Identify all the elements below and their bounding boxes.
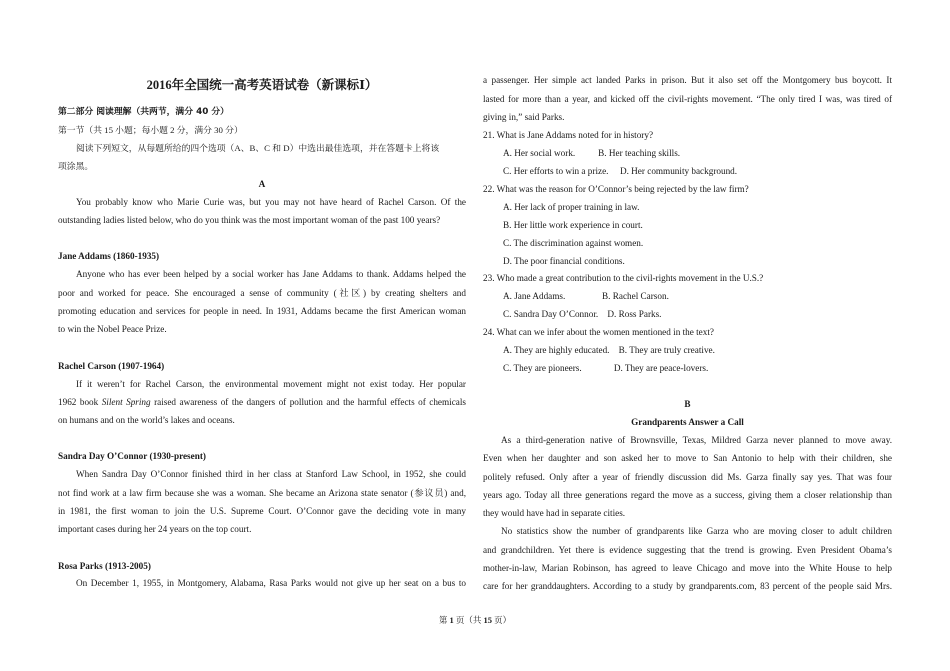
question-21-options: A. Her social work. B. Her teaching skills. [503, 148, 681, 158]
paragraph-line: promoting education and services for people in need. In 1931, Addams became the first American woman [58, 306, 466, 316]
question-23-options: C. Sandra Day O’Connor. D. Ross Parks. [503, 309, 662, 319]
paragraph-line: in 1981, the first woman to join the U.S. Supreme Court. O’Connor gave the deciding vote in many [58, 506, 466, 516]
paragraph-line: giving in,” said Parks. [483, 112, 565, 122]
question-24-options: C. They are pioneers. D. They are peace-lovers. [503, 363, 709, 373]
part-heading: 第二部分 阅读理解（共两节，满分 40 分） [58, 107, 229, 117]
paragraph-line: and grandchildren. Yet there is evidence suggesting that the trend is growing. Even President Obama’s [483, 545, 892, 555]
paragraph-line: not find work at a law firm because she was a woman. She became an Arizona state senator (参议员) and, [58, 488, 466, 498]
question-22-option: C. The discrimination against women. [503, 238, 644, 248]
paragraph-line: Anyone who has ever been helped by a social worker has Jane Addams to thank. Addams helped the [76, 269, 466, 279]
paragraph-line: care for her granddaughters. According to a study by grandparents.com, 83 percent of the people said Mrs. [483, 581, 892, 591]
question-22-option: A. Her lack of proper training in law. [503, 202, 640, 212]
paragraph-line: to win the Nobel Peace Prize. [58, 324, 167, 334]
paragraph-line: As a third-generation native of Brownsville, Texas, Mildred Garza never planned to move away. [501, 435, 892, 445]
page-number: 1 [449, 615, 454, 625]
paragraph-line: lasted for more than a year, and kicked off the civil-rights movement. “The only tired I was, was tired of [483, 94, 892, 104]
paragraph-line: mother-in-law, Marian Robinson, has agreed to leave Chicago and move into the White House to help [483, 563, 892, 573]
section-heading-addams: Jane Addams (1860-1935) [58, 251, 160, 261]
book-title: Silent Spring [101, 397, 151, 407]
question-24: 24. What can we infer about the women mentioned in the text? [483, 327, 714, 337]
question-24-options: A. They are highly educated. B. They are truly creative. [503, 345, 715, 355]
paragraph-line: important cases during her 24 years on the top court. [58, 524, 252, 534]
section-heading-parks: Rosa Parks (1913-2005) [58, 561, 151, 571]
paragraph-line: No statistics show the number of grandparents like Garza who are moving closer to adult children [501, 526, 892, 536]
question-23-options: A. Jane Addams. B. Rachel Carson. [503, 291, 669, 301]
question-23: 23. Who made a great contribution to the civil-rights movement in the U.S.? [483, 273, 764, 283]
section-heading: 第一节（共 15 小题；每小题 2 分，满分 30 分） [58, 125, 243, 135]
section-heading-carson: Rachel Carson (1907-1964) [58, 361, 165, 371]
question-21-options: C. Her efforts to win a prize. D. Her community background. [503, 166, 738, 176]
paragraph-line: a passenger. Her simple act landed Parks in prison. But it also set off the Montgomery bus boycott. It [483, 75, 892, 85]
paragraph-line: politely refused. Only after a year of friendly discussion did Ms. Garza finally say yes. That was four [483, 472, 892, 482]
paragraph-line: poor and worked for peace. She encouraged a sense of community (社区) by creating shelters and [58, 288, 466, 298]
page-title: 2016年全国统一高考英语试卷（新课标Ⅰ） [146, 78, 378, 92]
page-footer: 第 1 页（共 15 页） [438, 615, 512, 625]
paragraph-line: When Sandra Day O’Connor finished third in her class at Stanford Law School, in 1952, she could [76, 469, 466, 479]
paragraph-line: On December 1, 1955, in Montgomery, Alabama, Rasa Parks would not give up her seat on a bus to [76, 578, 466, 588]
passage-a-label: A [258, 179, 266, 189]
question-21: 21. What is Jane Addams noted for in history? [483, 130, 654, 140]
question-22-option: D. The poor financial conditions. [503, 256, 625, 266]
section-heading-oconnor: Sandra Day O’Connor (1930-present) [58, 451, 206, 461]
paragraph-line: outstanding ladies listed below, who do you think was the most important woman of the past 100 years? [58, 215, 441, 225]
paragraph-line: Even when her daughter and son asked her to move to San Antonio to help with their children, she [483, 453, 892, 463]
paragraph-line: You probably know who Marie Curie was, but you may not have heard of Rachel Carson. Of the [76, 197, 466, 207]
paragraph-line: years ago. Today all three generations regard the move as a success, giving them a closer relationship than [483, 490, 892, 500]
paragraph-line: If it weren’t for Rachel Carson, the environmental movement might not exist today. Her popular [76, 379, 466, 389]
question-22-option: B. Her little work experience in court. [503, 220, 643, 230]
page-total: 15 [483, 615, 492, 625]
instructions-line: 项涂黑。 [58, 161, 94, 171]
instructions-line: 阅读下列短文，从每题所给的四个选项（A、B、C 和 D）中选出最佳选项，并在答题卡上将该 [76, 143, 440, 153]
question-22: 22. What was the reason for O’Connor’s being rejected by the law firm? [483, 184, 749, 194]
paragraph-line: 1962 book Silent Spring raised awareness of the dangers of pollution and the harmful effects of chemicals [58, 397, 466, 407]
passage-b-label: B [684, 399, 691, 409]
passage-b-title: Grandparents Answer a Call [631, 417, 744, 427]
paragraph-line: they would have had in separate cities. [483, 508, 626, 518]
paragraph-line: on humans and on the world’s lakes and oceans. [58, 415, 235, 425]
